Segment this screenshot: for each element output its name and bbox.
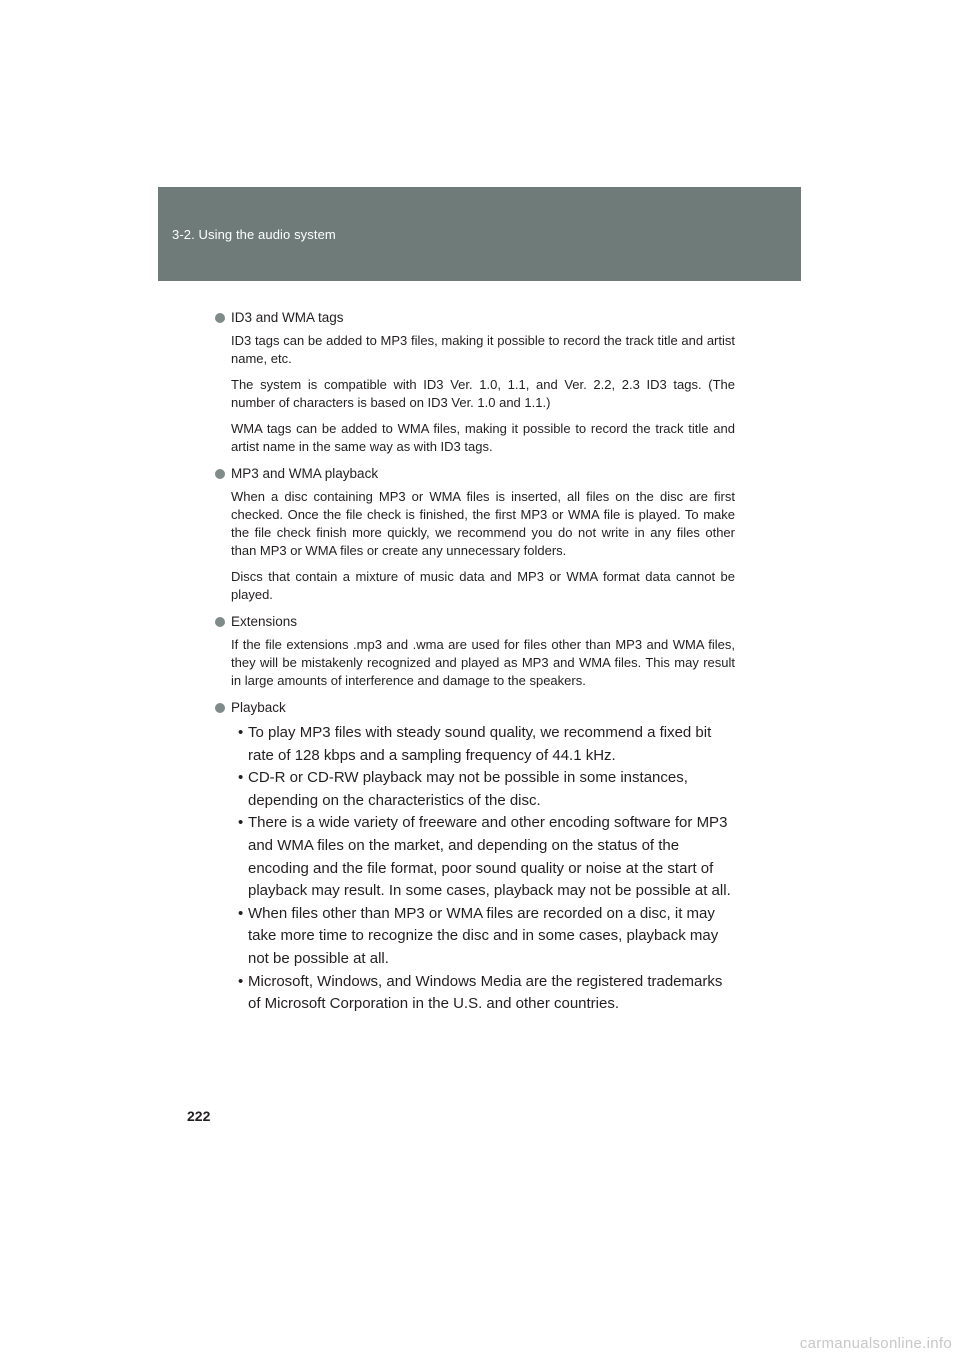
- paragraph: The system is compatible with ID3 Ver. 1.0, 1.1, and Ver. 2.2, 2.3 ID3 tags. (The number of characters is based on ID3 Ver. 1.0 and 1.1.): [231, 377, 735, 410]
- playback-notes-list: [238, 722, 735, 1016]
- small-dot-icon: •: [238, 972, 244, 990]
- topic-id3-wma-tags: [215, 308, 735, 456]
- paragraph: Discs that contain a mixture of music data and MP3 or WMA format data cannot be played.: [231, 569, 735, 602]
- topic-title: Extensions: [231, 614, 298, 629]
- topic-title: Playback: [231, 700, 286, 715]
- topic-heading: [215, 698, 735, 718]
- small-dot-icon: •: [238, 904, 244, 922]
- list-item: [238, 903, 735, 971]
- circle-bullet-icon: [215, 617, 225, 627]
- topic-heading: [215, 612, 735, 632]
- paragraph: ID3 tags can be added to MP3 files, making it possible to record the track title and artist name, etc.: [231, 333, 735, 366]
- list-item-text: To play MP3 files with steady sound quality, we recommend a fixed bit rate of 128 kbps and a sampling frequency of 44.1 kHz.: [248, 724, 712, 764]
- topic-title: MP3 and WMA playback: [231, 466, 379, 481]
- watermark: carmanualsonline.info: [799, 1335, 952, 1352]
- topic-heading: [215, 308, 735, 328]
- page-content: [215, 308, 735, 1016]
- topic-mp3-wma-playback: [215, 464, 735, 604]
- list-item-text: CD-R or CD-RW playback may not be possible in some instances, depending on the characteristics of the disc.: [248, 769, 688, 809]
- section-header-band: [158, 187, 801, 281]
- circle-bullet-icon: [215, 313, 225, 323]
- topic-playback: [215, 698, 735, 1016]
- topic-title: ID3 and WMA tags: [231, 310, 344, 325]
- list-item: [238, 722, 735, 767]
- list-item: [238, 812, 735, 902]
- paragraph: When a disc containing MP3 or WMA files is inserted, all files on the disc are first checked. Once the file check is finished, the first MP3 or WMA file is played. To make the file check finish more quickly, we recommend you do not write in any files other than MP3 or WMA files or create any unnecessary folders.: [231, 489, 735, 558]
- circle-bullet-icon: [215, 703, 225, 713]
- list-item-text: There is a wide variety of freeware and other encoding software for MP3 and WMA files on the market, and depending on the status of the encoding and the file format, poor sound quality or noise at the start of playback may result. In some cases, playback may not be possible at all.: [248, 814, 731, 900]
- list-item: [238, 971, 735, 1016]
- small-dot-icon: •: [238, 724, 244, 741]
- paragraph: If the file extensions .mp3 and .wma are used for files other than MP3 and WMA files, they will be mistakenly recognized and played as MP3 and WMA files. This may result in large amounts of interference and damage to the speakers.: [231, 637, 735, 688]
- small-dot-icon: •: [238, 814, 244, 832]
- section-title: 3-2. Using the audio system: [172, 227, 336, 242]
- topic-heading: [215, 464, 735, 484]
- topic-extensions: [215, 612, 735, 690]
- list-item: [238, 767, 735, 812]
- circle-bullet-icon: [215, 469, 225, 479]
- small-dot-icon: •: [238, 769, 244, 787]
- list-item-text: Microsoft, Windows, and Windows Media are the registered trademarks of Microsoft Corporation in the U.S. and other countries.: [248, 972, 723, 1013]
- list-item-text: When files other than MP3 or WMA files are recorded on a disc, it may take more time to recognize the disc and in some cases, playback may not be possible at all.: [248, 904, 719, 967]
- paragraph: WMA tags can be added to WMA files, making it possible to record the track title and artist name in the same way as with ID3 tags.: [231, 421, 735, 454]
- page-number: 222: [187, 1108, 211, 1124]
